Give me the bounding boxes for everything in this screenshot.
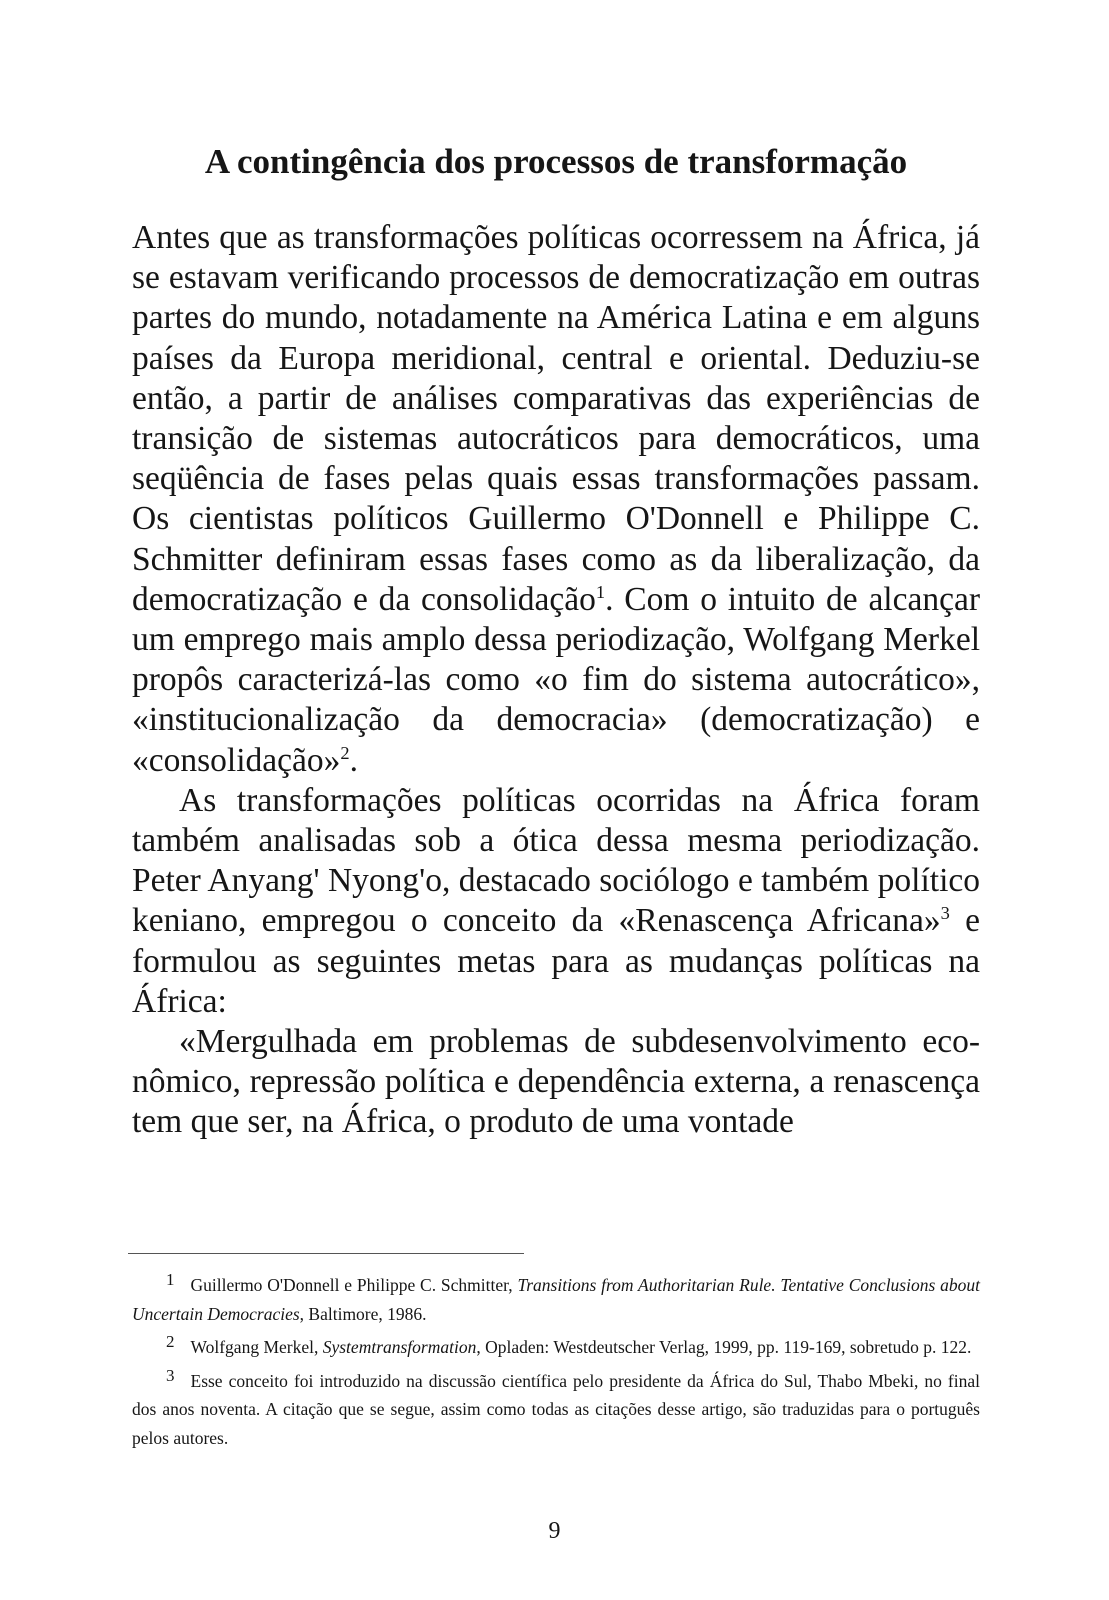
- paragraph-1: [132, 218, 980, 781]
- footnotes: [132, 1266, 980, 1452]
- footnote-ref-3[interactable]: 3: [940, 903, 950, 924]
- footnote-ref-2[interactable]: 2: [340, 742, 350, 763]
- footnote-1-number: 1: [166, 1270, 175, 1289]
- footnote-1-text-b: , Baltimore, 1986.: [299, 1303, 427, 1324]
- footnote-ref-1[interactable]: 1: [595, 581, 606, 602]
- paragraph-3: «Mergulhada em problemas de subdesenvolvimento econômico, repressão política e dependência externa, a renascença tem que ser, na África, o produto de uma vontade: [132, 1023, 980, 1141]
- paragraph-1-text-a: Antes que as transformações políticas ocorressem na África, já se estavam verificando processos de democratização em outras partes do mundo, notadamente na América Latina e em alguns países da Europa meridional, central e oriental. Deduziu-se então, a partir de análises comparativas das experiências de transição de sistemas autocráticos para democráticos, uma seqüência de fases pelas quais essas transformações passam. Os cientistas políticos Guillermo O'Donnell e Philippe C. Schmitter definiram essas fases como as da liberalização, da democratização e da consolidação: [132, 219, 980, 618]
- footnote-2-text-a: Wolfgang Merkel,: [190, 1337, 323, 1357]
- paragraph-2-text-a: As transformações políticas ocorridas na África foram também analisadas sob a ótica dessa mesma periodização. Peter Anyang' Nyong'o, destacado sociólogo e também político keniano, empregou o conceito da «Renascença Africana»: [132, 781, 980, 940]
- chapter-title: A contingência dos processos de transformação: [204, 142, 908, 181]
- footnote-2-text-b: , Opladen: Westdeutscher Verlag, 1999, pp. 119-169, sobretudo p. 122.: [476, 1337, 972, 1357]
- footnote-1-text-a: Guillermo O'Donnell e Philippe C. Schmitter,: [190, 1275, 518, 1295]
- footnote-divider: [128, 1253, 524, 1254]
- paragraph-1-text-c: .: [349, 741, 358, 779]
- footnote-1: [132, 1266, 980, 1328]
- footnote-2-title: Systemtransformation: [322, 1337, 477, 1357]
- footnote-2: [132, 1328, 980, 1362]
- paragraph-2: [132, 781, 980, 1022]
- page-number: 9: [548, 1518, 561, 1544]
- footnote-2-number: 2: [166, 1332, 175, 1351]
- paragraph-2-text-b: e formulou as seguintes metas para as mudanças políticas na África:: [132, 902, 980, 1020]
- body-text: [132, 218, 980, 1143]
- footnote-1-title: Transitions from Authoritarian Rule. Tentative Conclusions about Uncertain Democracies: [132, 1275, 980, 1324]
- paragraph-1-text-b: . Com o intuito de alcançar um emprego mais amplo dessa periodização, Wolfgang Merkel propôs caracterizá-las como «o fim do sistema autocrático», «institucionalização da democracia» (democratização) e «consolidação»: [132, 580, 980, 779]
- footnote-3-text-a: Esse conceito foi introduzido na discussão científica pelo presidente da África do Sul, Thabo Mbeki, no final dos anos noventa. A citação que se segue, assim como todas as citações desse artigo, são traduzidas para o português pelos autores.: [132, 1370, 980, 1448]
- footnote-3-number: 3: [166, 1365, 175, 1385]
- footnote-3: [132, 1362, 980, 1453]
